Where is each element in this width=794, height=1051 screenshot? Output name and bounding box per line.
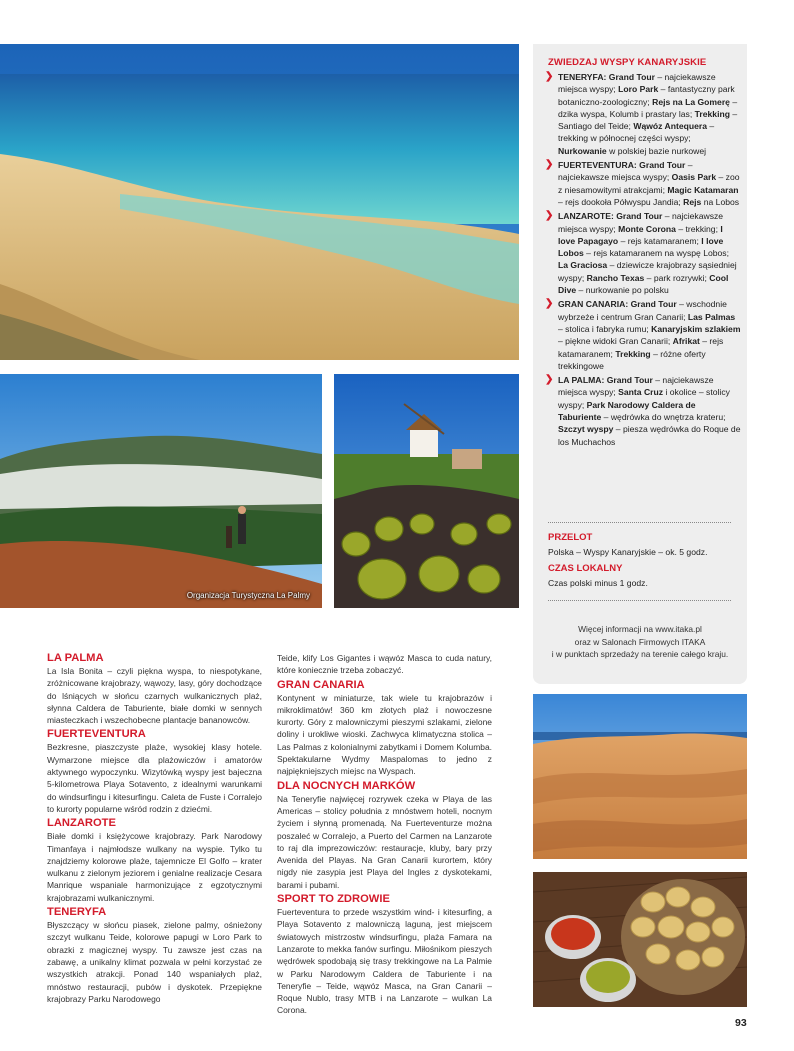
section-title-la-palma: LA PALMA [47,652,104,664]
excursion-name: Afrikat [672,336,700,347]
section-title-sport: SPORT TO ZDROWIE [277,893,390,906]
text-column-1 [47,652,262,1007]
excursion-desc: – najciekawsze miejsca wyspy; [558,72,716,95]
info-sidebar [533,44,747,684]
excursion-item [545,210,741,296]
island-name: FUERTEVENTURA: [558,160,637,171]
excursion-name: Trekking [694,108,730,119]
flight-heading: PRZELOT [548,532,593,543]
section-text-nightlife: Na Teneryfie najwięcej rozrywek czeka w Playa de las Americas – stolicy południa z mnóstwem hoteli, nocnym życiem i słynną promenadą. Na Fuerteventurze można poszaleć w Corralejo, a Puerto del Carmen na Lanzarote to raj dla imprezowiczów: restauracje, kluby, bary przy Avenida del Playas. Na Gran Canarii kurortem, który nigdy nie zasypia jest Playa del Ingles z dyskotekami, barami i pubami. [277,793,492,890]
island-name: GRAN CANARIA: [558,299,629,310]
divider [548,522,731,523]
excursion-name: Loro Park [618,84,659,95]
photo-caption: Organizacja Turystyczna La Palmy [186,591,310,600]
excursion-name: Kanaryjskim szlakiem [651,323,741,334]
section-text-la-palma: La Isla Bonita – czyli piękna wyspa, to niespotykane, zróżnicowane krajobrazy, wąwozy, lasy, góry dochodzące do lśniących w słońcu czarnych wulkanicznych plaż, słynna Caldera de Taburiente, białe domki w sennych miasteczkach i wszechobecne plantacje bananowców. [47,666,262,726]
excursion-desc: – zoo z niesamowitymi atrakcjami; [558,172,740,195]
excursion-desc: – najciekawsze miejsca wyspy; [558,211,724,234]
excursion-desc: – park rozrywki; [644,272,710,283]
section-text-fuerteventura: Bezkresne, piaszczyste plaże, wysokiej klasy hotele. Wymarzone miejsce dla plażowiczów i amatorów aktywnego wypoczynku. Wizytówką wyspy jest bajeczna 5-kilometrowa Playa Sotavento, z idealnymi warunkami do windsurfingu i kitesurfingu. Caleta de Fuste i Corralejo to kurorty popularne wśród rodzin z dziećmi. [47,742,262,814]
excursion-name: Rejs na La Gomerę [652,96,730,107]
section-title-fuerteventura: FUERTEVENTURA [47,728,146,741]
local-time-text: Czas polski minus 1 godz. [548,578,648,588]
section-title-gran-canaria: GRAN CANARIA [277,678,365,691]
excursion-name: Trekking [615,348,651,359]
excursion-desc: – trekking; [675,223,721,234]
excursion-desc: – najciekawsze miejsca wyspy; [558,375,714,398]
dunes-photo [533,694,747,859]
excursion-name: Grand Tour [608,72,655,82]
excursion-name: I love Papagayo [558,223,723,246]
excursion-name: Rancho Texas [586,272,645,283]
excursion-name: Magic Katamaran [667,184,739,195]
island-name: TENERYFA: [558,72,607,82]
section-title-nightlife: DLA NOCNYCH MARKÓW [277,779,416,792]
excursion-desc: – rejs dookoła Półwyspu Jandia; [558,196,684,207]
excursion-name: Oasis Park [671,172,717,183]
section-title-teneryfa: TENERYFA [47,906,107,919]
excursion-desc: – Santiago del Teide; [558,108,738,132]
chevron-right-icon: ❯ [545,298,554,310]
excursion-name: Grand Tour [616,211,663,222]
info-line: oraz w Salonach Firmowych ITAKA [574,636,706,647]
excursion-name: Wąwóz Antequera [633,121,708,132]
chevron-right-icon: ❯ [545,210,554,222]
chevron-right-icon: ❯ [545,159,554,171]
excursion-desc: – piękne widoki Gran Canarii; [558,336,673,347]
section-text-teneryfa-cont: Teide, klify Los Gigantes i wąwóz Masca to cuda natury, które koniecznie trzeba zobaczyć. [277,653,492,676]
food-photo [533,872,747,1007]
more-info [533,623,747,661]
excursion-item [545,71,741,157]
island-name: LA PALMA: [558,375,605,386]
section-text-teneryfa: Błyszczący w słońcu piasek, zielone palmy, ośnieżony szczyt wulkanu Teide, kolorowe papugi w Loro Park to obrazki z magicznej wyspy. Tu zawsze jest czas na zabawę, a unikalny klimat pozwala w pełni korzystać ze wszystkich atrakcji. Ponad 140 wspaniałych plaż, mnóstwo restauracji, pubów i dyskotek. Przepiękne krajobrazy Parku Narodowego [47,920,262,1004]
excursion-name: Cool Dive [558,272,729,296]
excursion-name: Rejs [683,196,702,207]
excursion-desc: – rejs katamaranem; [558,336,724,359]
excursion-desc: w polskiej bazie nurkowej [606,145,707,156]
text-column-2 [277,652,492,1019]
excursion-desc: i okolice – stolicy wyspy; [558,387,730,410]
excursion-desc: – najciekawsze miejsca wyspy; [558,160,693,183]
excursion-desc: – rejs katamaranem; [618,235,702,246]
excursion-desc: – fantastyczny park botaniczno-zoologiczny; [558,84,735,107]
excursion-list [545,71,741,450]
sidebar-title: ZWIEDZAJ WYSPY KANARYJSKIE [548,57,707,68]
excursion-desc: – dziewicze krajobrazy sąsiedniej wyspy; [558,260,737,283]
local-time-heading: CZAS LOKALNY [548,563,623,574]
excursion-item [545,298,741,372]
excursion-name: Grand Tour [639,160,686,171]
page-number: 93 [735,1017,747,1029]
excursion-desc: – dzika wyspa, Kolumb i prastary las; [558,96,738,119]
excursion-desc: – rejs katamaranem na wyspę Lobos; [583,248,729,259]
excursion-name: La Graciosa [558,260,608,271]
chevron-right-icon: ❯ [545,374,554,386]
section-text-lanzarote: Białe domki i księżycowe krajobrazy. Park Narodowy Timanfaya i najmłodsze wulkany na wyspie. Tylko tu znajdziemy kolorowe plaże, tajemnicze El Golfo – krater wulkanu z zielonym jeziorem i genialne realizacje Cesara Manrique wspaniale harmonizujące z egzotycznymi krajobrazami wulkanicznymi. [47,831,262,903]
excursion-name: Las Palmas [687,311,736,322]
beach-photo [0,44,519,360]
info-line: Więcej informacji na www.itaka.pl [578,624,702,634]
la-palma-photo [0,374,322,608]
excursion-item [545,374,741,448]
info-line: i w punktach sprzedaży na terenie całego kraju. [551,649,729,659]
excursion-name: Nurkowanie [558,145,607,156]
section-title-lanzarote: LANZAROTE [47,817,116,830]
excursion-desc: – różne oferty trekkingowe [558,348,706,371]
section-text-gran-canaria: Kontynent w miniaturze, tak wiele tu krajobrazów i mikroklimatów! 360 km złotych plaż i nowoczesne kurorty. Góry z malowniczymi pieszymi szlakami, zielone doliny i urokliwe wioski. Zachwyca klimatyczna stolica – Las Palmas z kolonialnymi zabytkami i Domem Kolumba. Spektakularne Wydmy Maspalomas to jedno z najpiękniejszych miejsc na Wyspach. [277,692,492,777]
excursion-name: I love Lobos [558,235,724,259]
section-text-sport: Fuerteventura to przede wszystkim wind- i kitesurfing, a Playa Sotavento z malowniczą laguną, jest miejscem światowych mistrzostw windsurfingu, plaża Famara na Lanzarote to mekka fanów surfingu. Miłośnikom pieszych wędrówek spodobają się trasy trekkingowe na La Palmie w Parku Narodowym Caldera de Taburiente i na Teneryfie – Teide, wąwóz Masca, na Gran Canarii – Roque Nublo, trasy MTB i na Lanzarote – wulkan La Corona. [277,907,492,1016]
excursion-desc: – trekking w północnej części wyspy; [558,121,715,144]
chevron-right-icon: ❯ [545,71,554,82]
excursion-name: Grand Tour [630,299,677,310]
excursion-name: Santa Cruz [618,387,664,398]
flight-text: Polska – Wyspy Kanaryjskie – ok. 5 godz. [548,547,708,557]
cactus-windmill-photo [334,374,519,608]
excursion-desc: – stolica i fabryka rumu; [558,323,652,334]
excursion-desc: – nurkowanie po polsku [576,285,669,296]
excursion-name: Monte Corona [618,223,676,234]
divider [548,600,731,601]
island-name: LANZAROTE: [558,211,614,222]
excursion-desc: – wschodnie wybrzeże i centrum Gran Canarii; [558,299,727,322]
excursion-item [545,159,741,208]
excursion-desc: – wędrówka do wnętrza krateru; [601,412,726,423]
excursion-name: Park Narodowy Caldera de Taburiente [558,399,696,423]
excursion-desc: na Lobos [701,196,740,207]
excursion-name: Grand Tour [606,375,653,386]
excursion-name: Szczyt wyspy [558,424,614,435]
excursion-desc: – piesza wędrówka do Roque de los Muchachos [558,424,741,447]
